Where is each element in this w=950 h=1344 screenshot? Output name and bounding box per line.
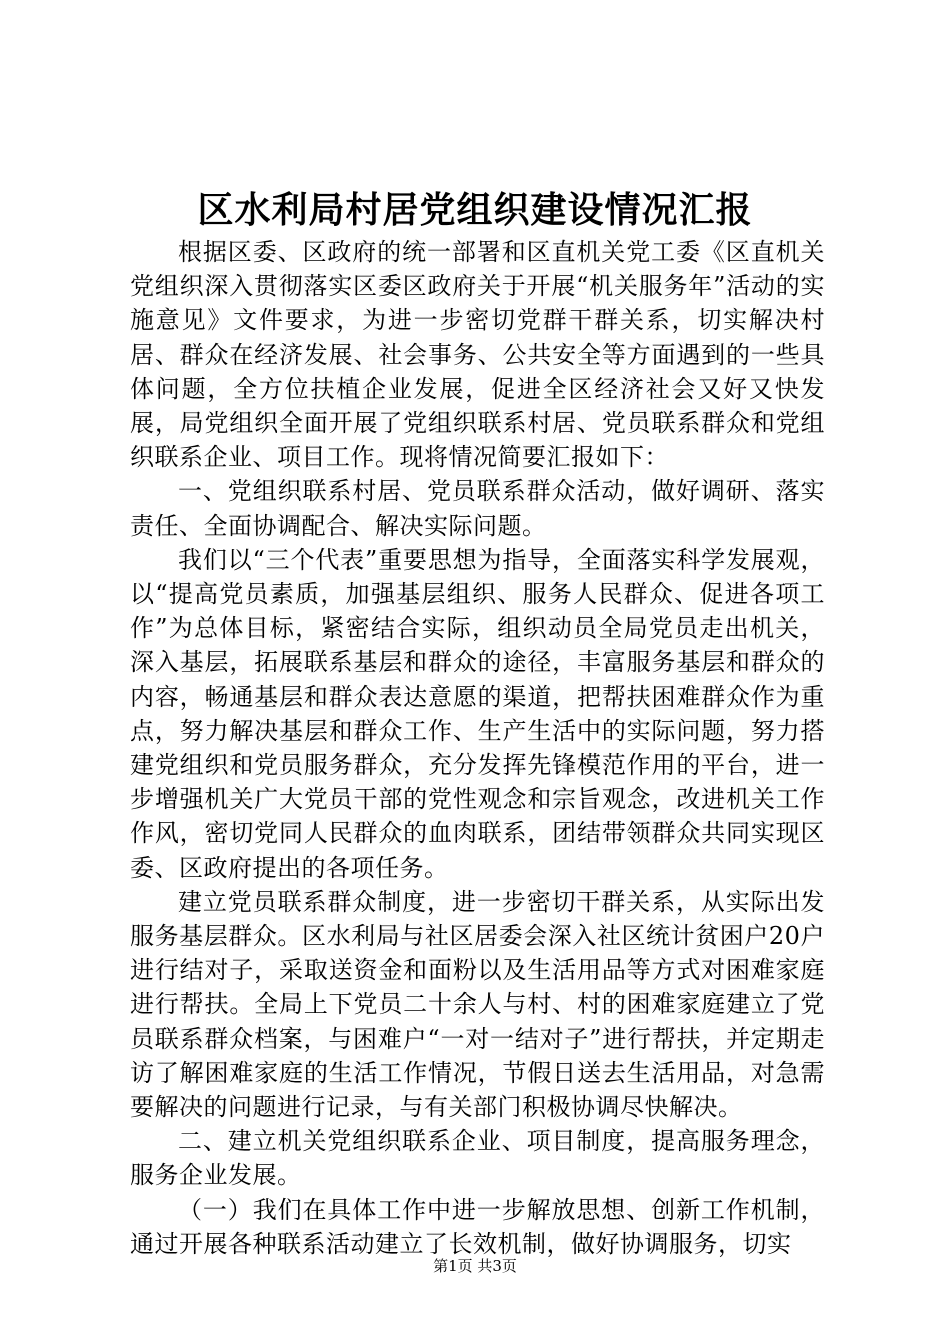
paragraph-section-one-heading: 一、党组织联系村居、党员联系群众活动，做好调研、落实责任、全面协调配合、解决实际问题。 xyxy=(130,477,825,540)
document-title: 区水利局村居党组织建设情况汇报 xyxy=(197,189,753,231)
paragraph-section-two-heading: 二、建立机关党组织联系企业、项目制度，提高服务理念，服务企业发展。 xyxy=(130,1127,825,1190)
page-number-footer: 第1页 共3页 xyxy=(433,1257,517,1275)
document-body xyxy=(130,235,825,1261)
paragraph-subsection-one: （一）我们在具体工作中进一步解放思想、创新工作机制，通过开展各种联系活动建立了长效机制，做好协调服务，切实 xyxy=(130,1195,825,1258)
paragraph-contact-system: 建立党员联系群众制度，进一步密切干群关系，从实际出发服务基层群众。区水利局与社区居委会深入社区统计贫困户20户进行结对子，采取送资金和面粉以及生活用品等方式对困难家庭进行帮扶。全局上下党员二十余人与村、村的困难家庭建立了党员联系群众档案，与困难户“一对一结对子”进行帮扶，并定期走访了解困难家庭的生活工作情况，节假日送去生活用品，对急需要解决的问题进行记录，与有关部门积极协调尽快解决。 xyxy=(130,887,825,1122)
paragraph-intro: 根据区委、区政府的统一部署和区直机关党工委《区直机关党组织深入贯彻落实区委区政府关于开展“机关服务年”活动的实施意见》文件要求，为进一步密切党群干群关系，切实解决村居、群众在经济发展、社会事务、公共安全等方面遇到的一些具体问题，全方位扶植企业发展，促进全区经济社会又好又快发展，局党组织全面开展了党组织联系村居、党员联系群众和党组织联系企业、项目工作。现将情况简要汇报如下： xyxy=(130,238,825,472)
paragraph-guiding-thought: 我们以“三个代表”重要思想为指导，全面落实科学发展观，以“提高党员素质，加强基层组织、服务人民群众、促进各项工作”为总体目标，紧密结合实际，组织动员全局党员走出机关，深入基层，拓展联系基层和群众的途径，丰富服务基层和群众的内容，畅通基层和群众表达意愿的渠道，把帮扶困难群众作为重点，努力解决基层和群众工作、生产生活中的实际问题，努力搭建党组织和党员服务群众，充分发挥先锋模范作用的平台，进一步增强机关广大党员干部的党性观念和宗旨观念，改进机关工作作风，密切党同人民群众的血肉联系，团结带领群众共同实现区委、区政府提出的各项任务。 xyxy=(130,545,825,882)
